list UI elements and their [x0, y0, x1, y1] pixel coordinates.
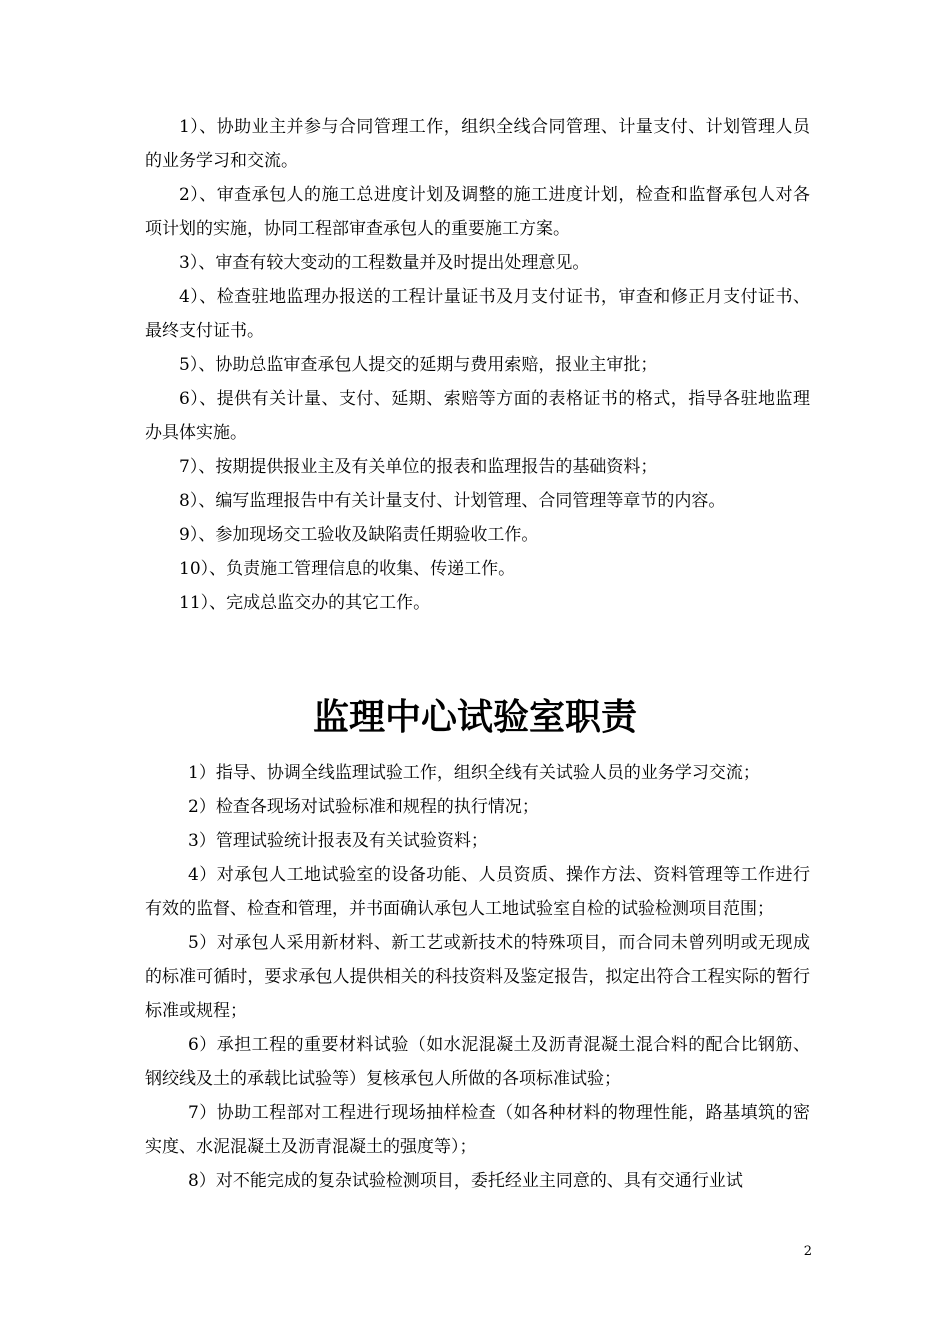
duty-item-11: 11）、完成总监交办的其它工作。	[179, 593, 431, 613]
lab-duty-item-7: 7）协助工程部对工程进行现场抽样检查（如各种材料的物理性能，路基填筑的密实度、水泥混凝土及沥青混凝土的强度等）；	[145, 1103, 810, 1157]
duty-item-1: 1）、协助业主并参与合同管理工作，组织全线合同管理、计量支付、计划管理人员的业务学习和交流。	[145, 117, 810, 171]
duty-item-3: 3）、审查有较大变动的工程数量并及时提出处理意见。	[179, 253, 590, 273]
duty-item-8: 8）、编写监理报告中有关计量支付、计划管理、合同管理等章节的内容。	[179, 491, 726, 511]
duty-item-7: 7）、按期提供报业主及有关单位的报表和监理报告的基础资料；	[179, 457, 658, 477]
duties-list-lab	[145, 756, 810, 1198]
section-heading-lab-duties: 监理中心试验室职责	[312, 697, 637, 738]
duty-item-6: 6）、提供有关计量、支付、延期、索赔等方面的表格证书的格式，指导各驻地监理办具体实施。	[145, 389, 810, 443]
page-number: 2	[803, 1244, 812, 1259]
duties-list-contract-management	[145, 110, 810, 620]
duty-item-9: 9）、参加现场交工验收及缺陷责任期验收工作。	[179, 525, 539, 545]
lab-duty-item-2: 2）检查各现场对试验标准和规程的执行情况；	[188, 797, 539, 817]
lab-duty-item-8: 8）对不能完成的复杂试验检测项目，委托经业主同意的、具有交通行业试	[188, 1171, 743, 1191]
duty-item-2: 2）、审查承包人的施工总进度计划及调整的施工进度计划，检查和监督承包人对各项计划的实施，协同工程部审查承包人的重要施工方案。	[145, 185, 810, 239]
lab-duty-item-6: 6）承担工程的重要材料试验（如水泥混凝土及沥青混凝土混合料的配合比钢筋、钢绞线及土的承载比试验等）复核承包人所做的各项标准试验；	[145, 1035, 810, 1089]
duty-item-5: 5）、协助总监审查承包人提交的延期与费用索赔，报业主审批；	[179, 355, 658, 375]
lab-duty-item-3: 3）管理试验统计报表及有关试验资料；	[188, 831, 488, 851]
duty-item-4: 4）、检查驻地监理办报送的工程计量证书及月支付证书，审查和修正月支付证书、最终支付证书。	[145, 287, 810, 341]
lab-duty-item-5: 5）对承包人采用新材料、新工艺或新技术的特殊项目，而合同未曾列明或无现成的标准可循时，要求承包人提供相关的科技资料及鉴定报告，拟定出符合工程实际的暂行标准或规程；	[145, 933, 810, 1021]
lab-duty-item-1: 1）指导、协调全线监理试验工作，组织全线有关试验人员的业务学习交流；	[188, 763, 760, 783]
lab-duty-item-4: 4）对承包人工地试验室的设备功能、人员资质、操作方法、资料管理等工作进行有效的监督、检查和管理，并书面确认承包人工地试验室自检的试验检测项目范围；	[145, 865, 810, 919]
duty-item-10: 10）、负责施工管理信息的收集、传递工作。	[179, 559, 516, 579]
